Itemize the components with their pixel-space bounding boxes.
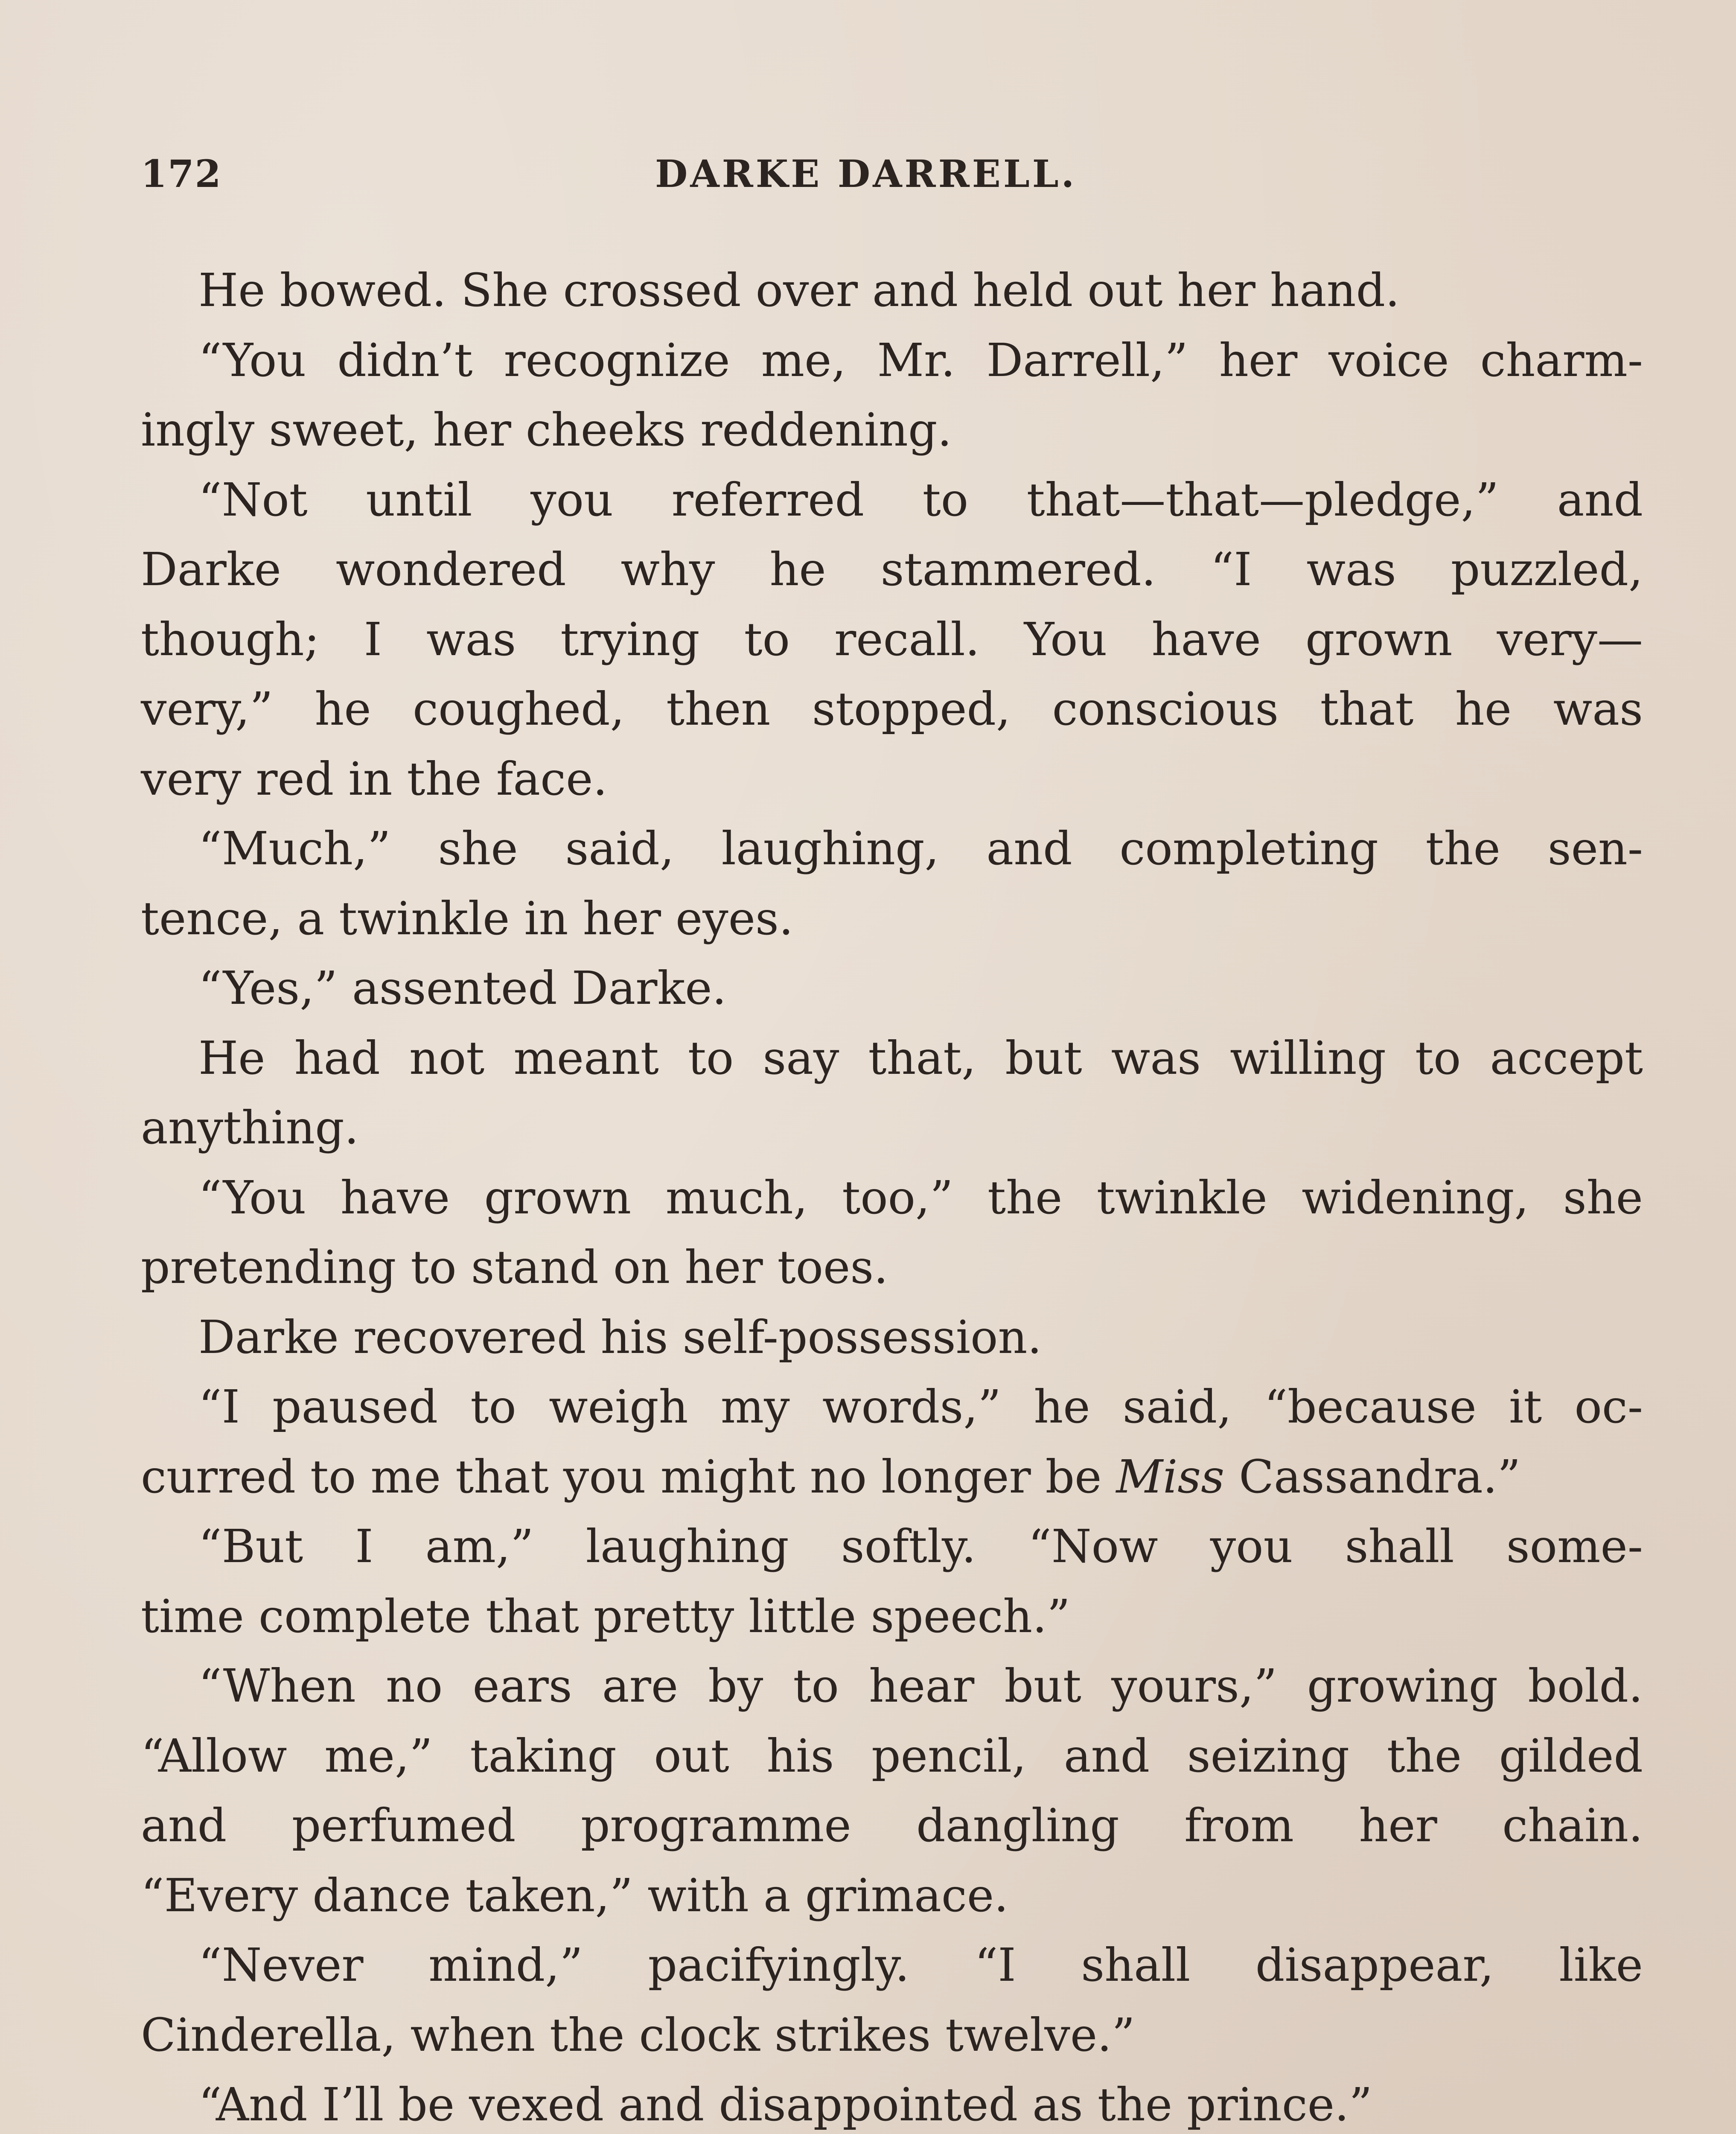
running-title: DARKE DARRELL. xyxy=(655,152,1077,196)
text-line: very,” he coughed, then stopped, conscious that he was xyxy=(141,683,1643,736)
text-line: “Allow me,” taking out his pencil, and seizing the gilded xyxy=(141,1729,1643,1783)
text-line: “Every dance taken,” with a grimace. xyxy=(141,1869,1009,1922)
running-head xyxy=(141,152,1634,207)
text-line: “When no ears are by to hear but yours,” growing bold. xyxy=(198,1660,1643,1713)
text-line: “You didn’t recognize me, Mr. Darrell,” her voice charm- xyxy=(198,334,1643,387)
paragraph xyxy=(141,954,1643,1024)
text-line: though; I was trying to recall. You have grown very— xyxy=(141,613,1643,666)
paragraph xyxy=(141,1303,1643,1373)
text-line: “You have grown much, too,” the twinkle widening, she xyxy=(198,1171,1643,1224)
text-line: time complete that pretty little speech.” xyxy=(141,1590,1070,1643)
text-line: Darke wondered why he stammered. “I was puzzled, xyxy=(141,543,1643,596)
paragraph xyxy=(141,466,1643,815)
text-line: pretending to stand on her toes. xyxy=(141,1241,888,1294)
paragraph xyxy=(141,256,1643,326)
text-line: tence, a twinkle in her eyes. xyxy=(141,892,793,945)
text-line: curred to me that you might no longer be Miss Cassandra.” xyxy=(141,1450,1521,1504)
paragraph xyxy=(141,1512,1643,1652)
text-line: “Not until you referred to that—that—pledge,” and xyxy=(198,473,1643,527)
text-line: very red in the face. xyxy=(141,752,608,806)
paragraph xyxy=(141,1024,1643,1163)
text-line: “Yes,” assented Darke. xyxy=(198,962,727,1015)
page-number: 172 xyxy=(141,152,222,196)
paragraph xyxy=(141,814,1643,954)
text-line: and perfumed programme dangling from her chain. xyxy=(141,1799,1643,1852)
text-line: “I paused to weigh my words,” he said, “because it oc- xyxy=(198,1381,1643,1434)
text-line: “But I am,” laughing softly. “Now you shall some- xyxy=(198,1520,1643,1573)
text-line: ingly sweet, her cheeks reddening. xyxy=(141,404,952,457)
paragraph xyxy=(141,1373,1643,1512)
paragraph xyxy=(141,1163,1643,1303)
text-line: Darke recovered his self-possession. xyxy=(198,1311,1042,1364)
text-line: He had not meant to say that, but was willing to accept xyxy=(198,1032,1643,1085)
text-line: anything. xyxy=(141,1102,359,1154)
text-line: Cinderella, when the clock strikes twelve.” xyxy=(141,2009,1135,2062)
text-line: “Never mind,” pacifyingly. “I shall disappear, like xyxy=(198,1939,1643,1992)
text-line: “And I’ll be vexed and disappointed as the prince.” xyxy=(198,2079,1372,2131)
text-line: “Much,” she said, laughing, and completing the sen- xyxy=(198,822,1643,875)
paragraph xyxy=(141,2070,1643,2134)
text-line: He bowed. She crossed over and held out her hand. xyxy=(198,264,1400,317)
paragraph xyxy=(141,1931,1643,2070)
body-text xyxy=(141,256,1643,2134)
paragraph xyxy=(141,1652,1643,1931)
paragraph xyxy=(141,326,1643,466)
